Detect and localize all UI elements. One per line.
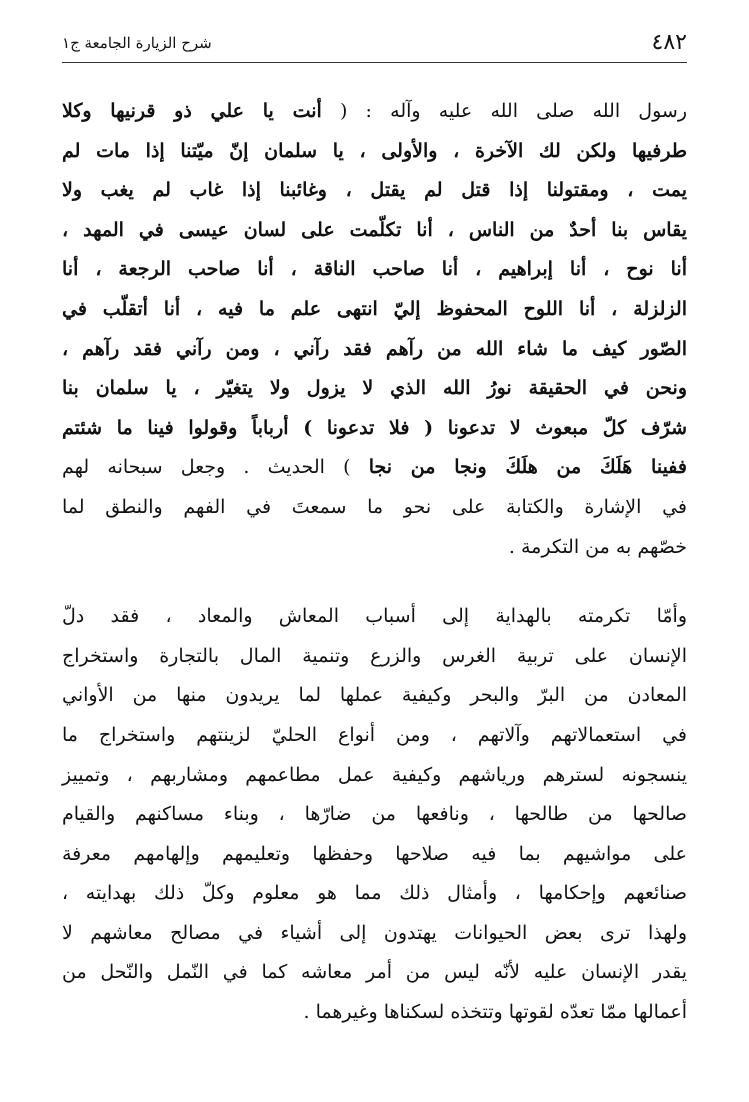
text-line: ونحن في الحقيقة نورُ الله الذي لا يزول ولا يتغيّر ، يا سلمان بنا <box>62 377 687 400</box>
text-line: شرّف كلّ مبعوث لا تدعونا ( فلا تدعونا ) أرباباً وقولوا فينا ما شئتم <box>62 416 687 439</box>
running-title: شرح الزيارة الجامعة ج١ <box>62 34 212 52</box>
text-line: على مواشيهم بما فيه صلاحها وحفظها وتعليمهم وإلهامهم معرفة <box>62 842 687 865</box>
text-line: خصّهم به من التكرمة . <box>508 535 687 558</box>
text-line: ففينا هَلَكَ من هلَكَ ونجا من نجا ) الحديث . وجعل سبحانه لهم <box>62 456 687 479</box>
text-line: طرفيها ولكن لك الآخرة ، والأولى ، يا سلمان إنّ ميّتنا إذا مات لم <box>62 139 687 162</box>
text-line: المعادن من البرّ والبحر وكيفية عملها لما يريدون منها من الأواني <box>62 684 687 707</box>
text-line: الصّور كيف ما شاء الله من رآهم فقد رآني ، ومن رآني فقد رآهم ، <box>62 337 687 360</box>
text-line: يمت ، ومقتولنا إذا قتل لم يقتل ، وغائبنا إذا غاب لم يغب ولا <box>62 179 687 202</box>
text-line: رسول الله صلى الله عليه وآله : ( أنت يا علي ذو قرنيها وكلا <box>62 100 688 122</box>
page-body <box>62 92 687 1033</box>
text-line: يقدر الإنسان عليه لأنّه ليس من أمر معاشه كما في النّمل والنّحل من <box>62 961 687 984</box>
paragraph-1 <box>62 92 687 567</box>
header-rule <box>62 62 687 63</box>
text-line: صنائعهم وإحكامها ، وأمثال ذلك مما هو معلوم وكلّ ذلك بهدايته ، <box>62 882 687 905</box>
page-header <box>62 26 687 62</box>
text-line: الإنسان على تربية الغرس والزرع وتنمية المال بالتجارة واستخراج <box>62 644 687 667</box>
text-line: يقاس بنا أحدٌ من الناس ، أنا تكلّمت على لسان عيسى في المهد ، <box>62 218 687 241</box>
text-line: في الإشارة والكتابة على نحو ما سمعتَ في الفهم والنطق لما <box>62 495 687 518</box>
text-line: ولهذا ترى بعض الحيوانات يهتدون إلى أشياء في مصالح معاشهم لا <box>62 921 687 944</box>
text-line: الزلزلة ، أنا اللوح المحفوظ إليّ انتهى علم ما فيه ، أنا أتقلّب في <box>62 297 687 320</box>
paragraph-2 <box>62 597 687 1033</box>
text-line: صالحها من طالحها ، ونافعها من ضارّها ، وبناء مساكنهم والقيام <box>62 803 687 826</box>
text-line: في استعمالاتهم وآلاتهم ، ومن أنواع الحليّ لزينتهم واستخراج ما <box>62 723 687 746</box>
text-line: ينسجونه لسترهم ورياشهم وكيفية عمل مطاعمهم ومشاربهم ، وتمييز <box>62 763 687 786</box>
text-line: أعمالها ممّا تعدّه لقوتها وتتخذه لسكناها وغيرهما . <box>303 1001 687 1024</box>
text-line: وأمّا تكرمته بالهداية إلى أسباب المعاش والمعاد ، فقد دلّ <box>62 605 687 628</box>
page-number: ٤٨٢ <box>651 30 687 55</box>
text-line: أنا نوح ، أنا إبراهيم ، أنا صاحب الناقة ، أنا صاحب الرجعة ، أنا <box>62 258 687 281</box>
